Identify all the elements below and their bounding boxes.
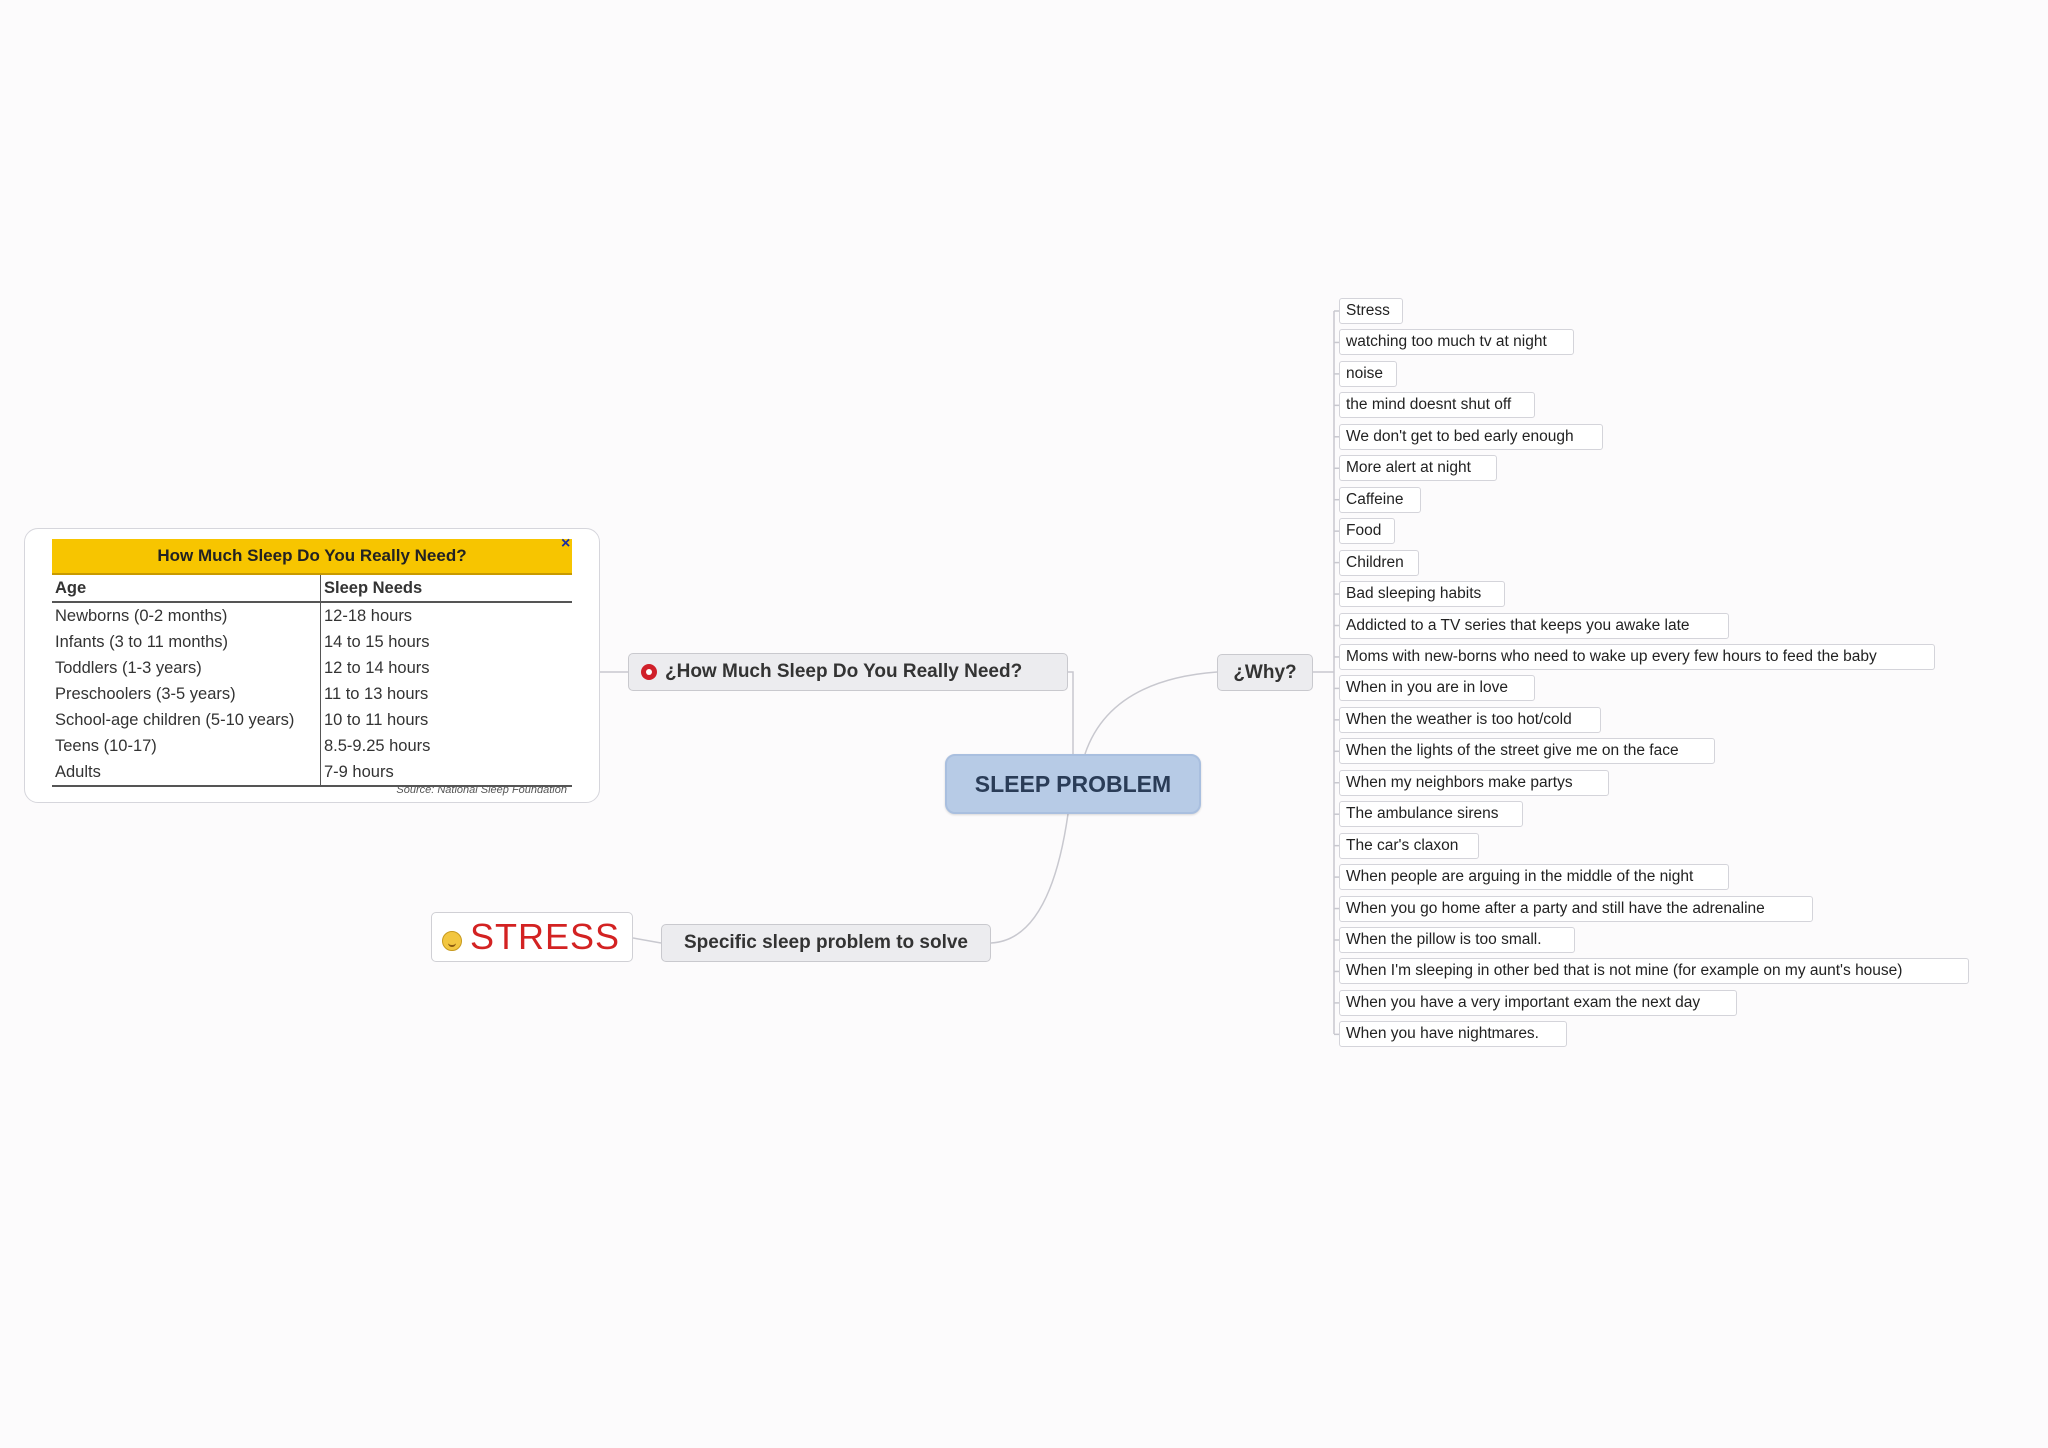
sleep-needs-cell: 14 to 15 hours: [324, 632, 430, 651]
reason-item[interactable]: When you have nightmares.: [1339, 1021, 1567, 1047]
sleep-needs-card: [24, 528, 600, 803]
reason-item[interactable]: Stress: [1339, 298, 1403, 324]
sleep-needs-cell: 12 to 14 hours: [324, 658, 430, 677]
age-cell: Newborns (0-2 months): [52, 602, 321, 629]
topic-stress[interactable]: [431, 912, 633, 962]
sleep-needs-table: [52, 575, 572, 787]
reason-item[interactable]: Caffeine: [1339, 487, 1421, 513]
reason-item[interactable]: When in you are in love: [1339, 675, 1535, 701]
table-row: [52, 707, 572, 733]
age-cell: School-age children (5-10 years): [52, 707, 321, 733]
table-row: [52, 655, 572, 681]
topic-why[interactable]: ¿Why?: [1217, 654, 1313, 691]
reason-item[interactable]: When the lights of the street give me on the face: [1339, 738, 1715, 764]
link-specific-stress: [633, 938, 661, 943]
reason-item[interactable]: the mind doesnt shut off: [1339, 392, 1535, 418]
age-cell: Teens (10-17): [52, 733, 321, 759]
table-row: [52, 681, 572, 707]
reason-item[interactable]: When you go home after a party and still have the adrenaline: [1339, 896, 1813, 922]
topic-how-much-sleep[interactable]: [628, 653, 1068, 691]
reason-item[interactable]: When my neighbors make partys: [1339, 770, 1609, 796]
sleep-needs-cell: 10 to 11 hours: [324, 710, 429, 729]
reason-item[interactable]: watching too much tv at night: [1339, 329, 1574, 355]
column-header-sleep-needs: Sleep Needs: [321, 575, 573, 602]
table-row: [52, 602, 572, 629]
age-cell: Toddlers (1-3 years): [52, 655, 321, 681]
reason-item[interactable]: More alert at night: [1339, 455, 1497, 481]
reason-item[interactable]: When you have a very important exam the next day: [1339, 990, 1737, 1016]
reason-item[interactable]: We don't get to bed early enough: [1339, 424, 1603, 450]
link-center-need: [1068, 672, 1073, 754]
topic-specific-problem[interactable]: Specific sleep problem to solve: [661, 924, 991, 962]
reason-item[interactable]: The ambulance sirens: [1339, 801, 1523, 827]
reason-item[interactable]: When I'm sleeping in other bed that is not mine (for example on my aunt's house): [1339, 958, 1969, 984]
link-center-why: [1085, 672, 1217, 754]
smiley-icon: [442, 931, 462, 951]
reason-item[interactable]: Bad sleeping habits: [1339, 581, 1505, 607]
reason-item[interactable]: Addicted to a TV series that keeps you awake late: [1339, 613, 1729, 639]
sleep-needs-title: How Much Sleep Do You Really Need?: [52, 539, 572, 575]
reason-item[interactable]: When the weather is too hot/cold: [1339, 707, 1601, 733]
reason-item[interactable]: The car's claxon: [1339, 833, 1479, 859]
sleep-needs-cell: 7-9 hours: [321, 759, 573, 786]
reason-item[interactable]: Moms with new-borns who need to wake up every few hours to feed the baby: [1339, 644, 1935, 670]
sleep-needs-cell: 12-18 hours: [324, 606, 413, 625]
topic-stress-label: STRESS: [470, 916, 621, 957]
sleep-needs-cell: 11 to 13 hours: [324, 684, 429, 703]
reason-item[interactable]: Food: [1339, 518, 1395, 544]
central-topic-sleep-problem[interactable]: SLEEP PROBLEM: [945, 754, 1201, 814]
column-header-age: Age: [52, 575, 321, 602]
age-cell: Adults: [52, 759, 321, 786]
age-cell: Infants (3 to 11 months): [52, 629, 321, 655]
reason-item[interactable]: When the pillow is too small.: [1339, 927, 1575, 953]
table-row: [52, 629, 572, 655]
source-note: Source: National Sleep Foundation: [396, 784, 567, 796]
topic-how-much-sleep-label: ¿How Much Sleep Do You Really Need?: [665, 661, 1023, 682]
reason-item[interactable]: When people are arguing in the middle of the night: [1339, 864, 1729, 890]
reason-item[interactable]: Children: [1339, 550, 1419, 576]
alarm-icon: [641, 664, 657, 680]
link-center-specific: [991, 814, 1068, 943]
age-cell: Preschoolers (3-5 years): [52, 681, 321, 707]
close-icon[interactable]: ×: [561, 535, 571, 552]
reason-item[interactable]: noise: [1339, 361, 1397, 387]
sleep-needs-cell: 8.5-9.25 hours: [324, 736, 431, 755]
table-row: [52, 733, 572, 759]
table-row: [52, 759, 572, 786]
